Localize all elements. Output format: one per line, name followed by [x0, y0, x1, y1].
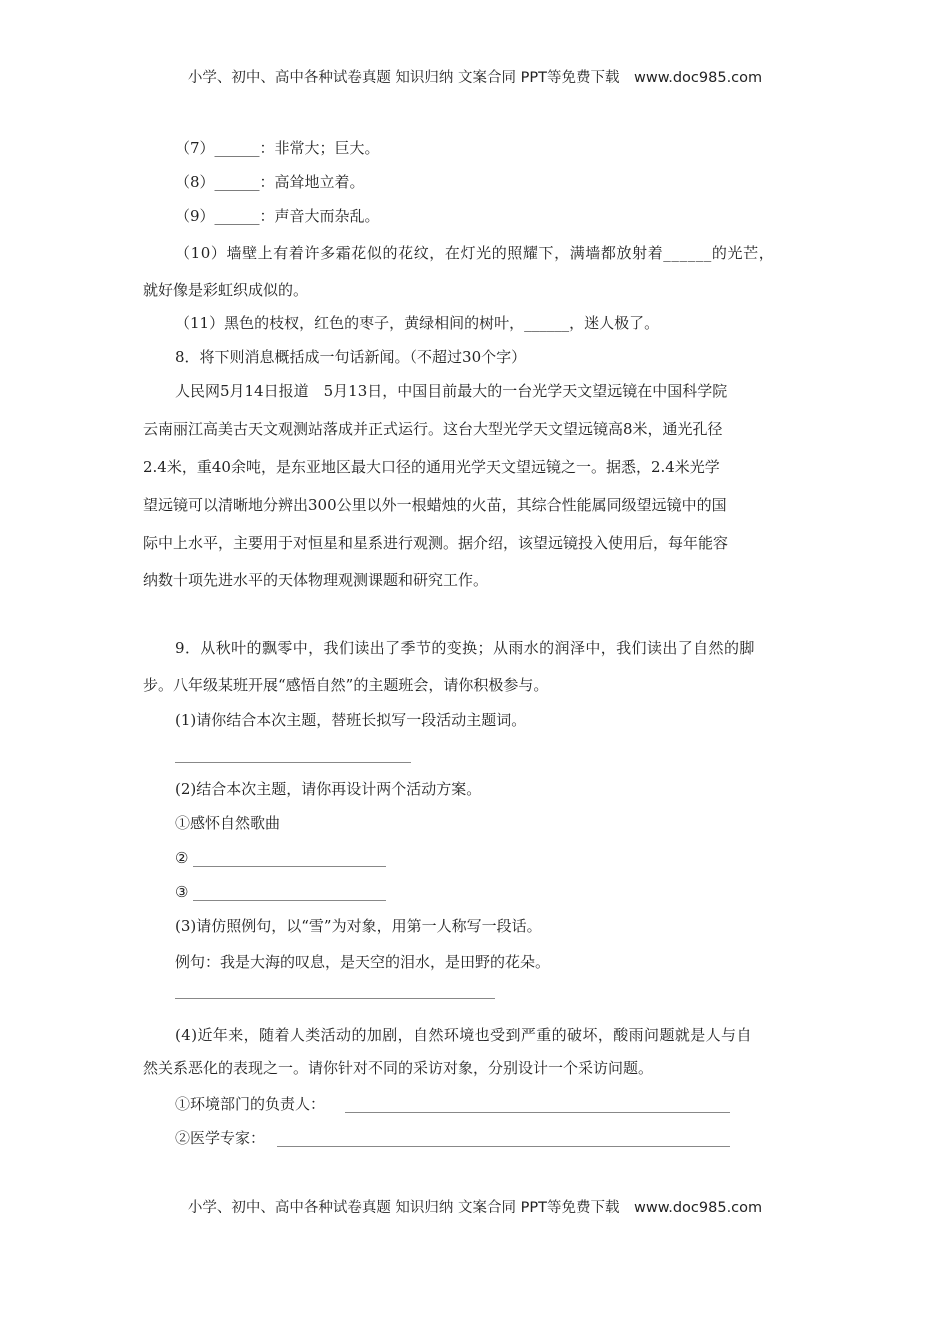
- page-footer: 小学、初中、高中各种试卷真题 知识归纳 文案合同 PPT等免费下载 www.doc985.com: [187, 1200, 763, 1216]
- plan-1: ①感怀自然歌曲: [175, 814, 281, 832]
- sub-question-1: (1)请你结合本次主题，替班长拟写一段活动主题词。: [175, 711, 527, 729]
- news-line: 2.4米，重40余吨，是东亚地区最大口径的通用光学天文望远镜之一。据悉，2.4米光学: [143, 458, 720, 476]
- news-line: 云南丽江高美古天文观测站落成并正式运行。这台大型光学天文望远镜高8米，通光孔径: [143, 420, 723, 438]
- news-line: 人民网5月14日报道 5月13日，中国目前最大的一台光学天文望远镜在中国科学院: [175, 382, 728, 400]
- plan-2: ②: [175, 849, 189, 867]
- news-line: 纳数十项先进水平的天体物理观测课题和研究工作。: [143, 571, 489, 589]
- interview-2: ②医学专家：: [175, 1129, 266, 1147]
- answer-line: [193, 900, 386, 901]
- answer-line: [175, 762, 411, 763]
- item-9: （9）______：声音大而杂乱。: [175, 207, 380, 225]
- news-line: 望远镜可以清晰地分辨出300公里以外一根蜡烛的火苗，其综合性能属同级望远镜中的国: [143, 496, 727, 514]
- item-10-cont: 就好像是彩虹织成似的。: [143, 281, 309, 299]
- item-8: （8）______：高耸地立着。: [175, 173, 365, 191]
- news-line: 际中上水平，主要用于对恒星和星系进行观测。据介绍，该望远镜投入使用后，每年能容: [143, 534, 729, 552]
- answer-line: [193, 866, 386, 867]
- sub-question-4-cont: 然关系恶化的表现之一。请你针对不同的采访对象，分别设计一个采访问题。: [143, 1059, 654, 1077]
- plan-3: ③: [175, 883, 189, 901]
- interview-1: ①环境部门的负责人：: [175, 1095, 326, 1113]
- answer-line: [345, 1112, 730, 1113]
- page-header: 小学、初中、高中各种试卷真题 知识归纳 文案合同 PPT等免费下载 www.doc985.com: [187, 70, 763, 86]
- answer-line: [277, 1146, 730, 1147]
- item-10: （10）墙壁上有着许多霜花似的花纹，在灯光的照耀下，满墙都放射着______的光芒，: [175, 244, 775, 262]
- item-11: （11）黑色的枝杈，红色的枣子，黄绿相间的树叶，______，迷人极了。: [175, 314, 660, 332]
- answer-line: [175, 998, 495, 999]
- sub-question-4: (4)近年来，随着人类活动的加剧，自然环境也受到严重的破坏，酸雨问题就是人与自: [175, 1026, 752, 1044]
- sub-question-2: (2)结合本次主题，请你再设计两个活动方案。: [175, 780, 482, 798]
- item-7: （7）______：非常大；巨大。: [175, 139, 380, 157]
- example-sentence: 例句：我是大海的叹息，是天空的泪水，是田野的花朵。: [175, 953, 551, 971]
- question-9-cont: 步。八年级某班开展“感悟自然”的主题班会，请你积极参与。: [143, 676, 549, 694]
- question-8: 8．将下则消息概括成一句话新闻。（不超过30个字）: [175, 348, 527, 366]
- sub-question-3: (3)请仿照例句，以“雪”为对象，用第一人称写一段话。: [175, 917, 542, 935]
- question-9: 9．从秋叶的飘零中，我们读出了季节的变换；从雨水的润泽中，我们读出了自然的脚: [175, 639, 755, 657]
